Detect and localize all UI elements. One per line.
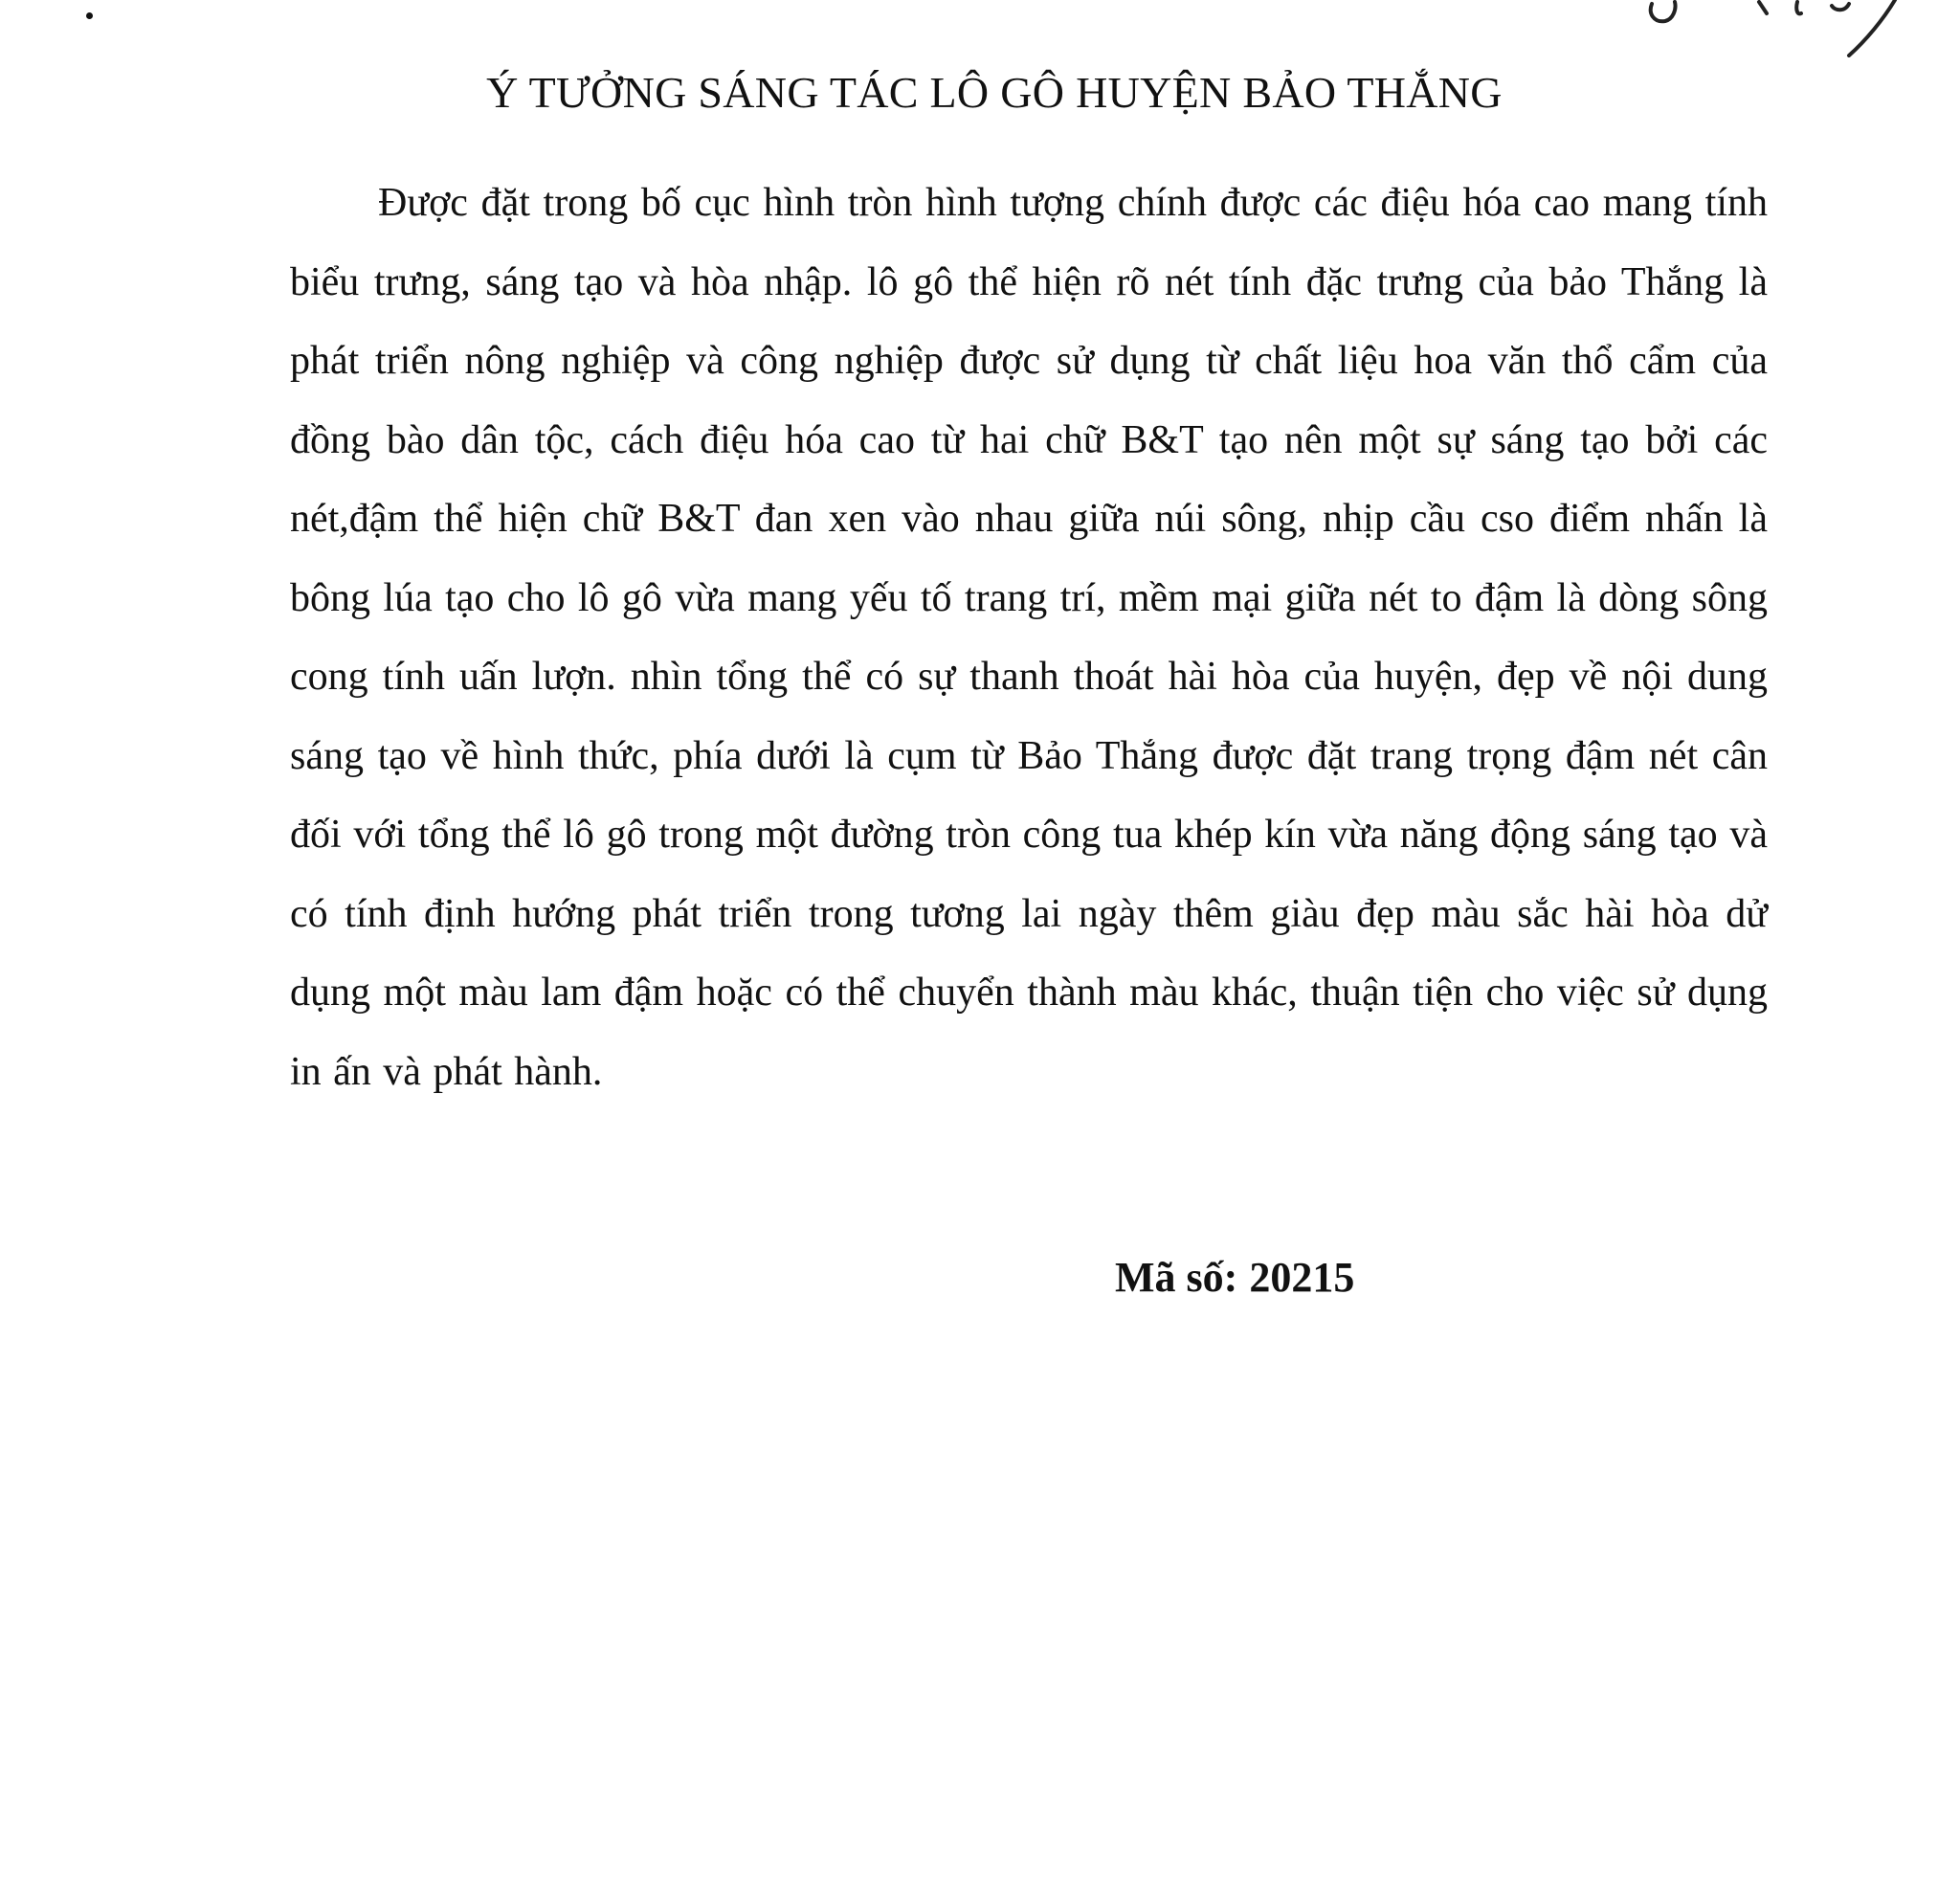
code-number xyxy=(1115,1244,1354,1311)
handwritten-mark-icon xyxy=(1644,0,1960,57)
scan-speck xyxy=(86,12,93,19)
code-label: Mã số: xyxy=(1115,1254,1238,1301)
code-value: 20215 xyxy=(1249,1254,1355,1301)
body-paragraph: Được đặt trong bố cục hình tròn hình tượng chính được các điệu hóa cao mang tính biểu trưng, sáng tạo và hòa nhập. lô gô thể hiện rõ nét tính đặc trưng của bảo Thắng là phát triển nông nghiệp và công nghiệp được sử dụng từ chất liệu hoa văn thổ cẩm của đồng bào dân tộc, cách điệu hóa cao từ hai chữ B&T tạo nên một sự sáng tạo bởi các nét,đậm thể hiện chữ B&T đan xen vào nhau giữa núi sông, nhịp cầu cso điểm nhấn là bông lúa tạo cho lô gô vừa mang yếu tố trang trí, mềm mại giữa nét to đậm là dòng sông cong tính uấn lượn. nhìn tổng thể có sự thanh thoát hài hòa của huyện, đẹp về nội dung sáng tạo về hình thức, phía dưới là cụm từ Bảo Thắng được đặt trang trọng đậm nét cân đối với tổng thể lô gô trong một đường tròn công tua khép kín vừa năng động sáng tạo và có tính định hướng phát triển trong tương lai ngày thêm giàu đẹp màu sắc hài hòa dử dụng một màu lam đậm hoặc có thể chuyển thành màu khác, thuận tiện cho việc sử dụng in ấn và phát hành. xyxy=(290,181,1768,1094)
document-title: Ý TƯỞNG SÁNG TÁC LÔ GÔ HUYỆN BẢO THẮNG xyxy=(486,68,1503,117)
